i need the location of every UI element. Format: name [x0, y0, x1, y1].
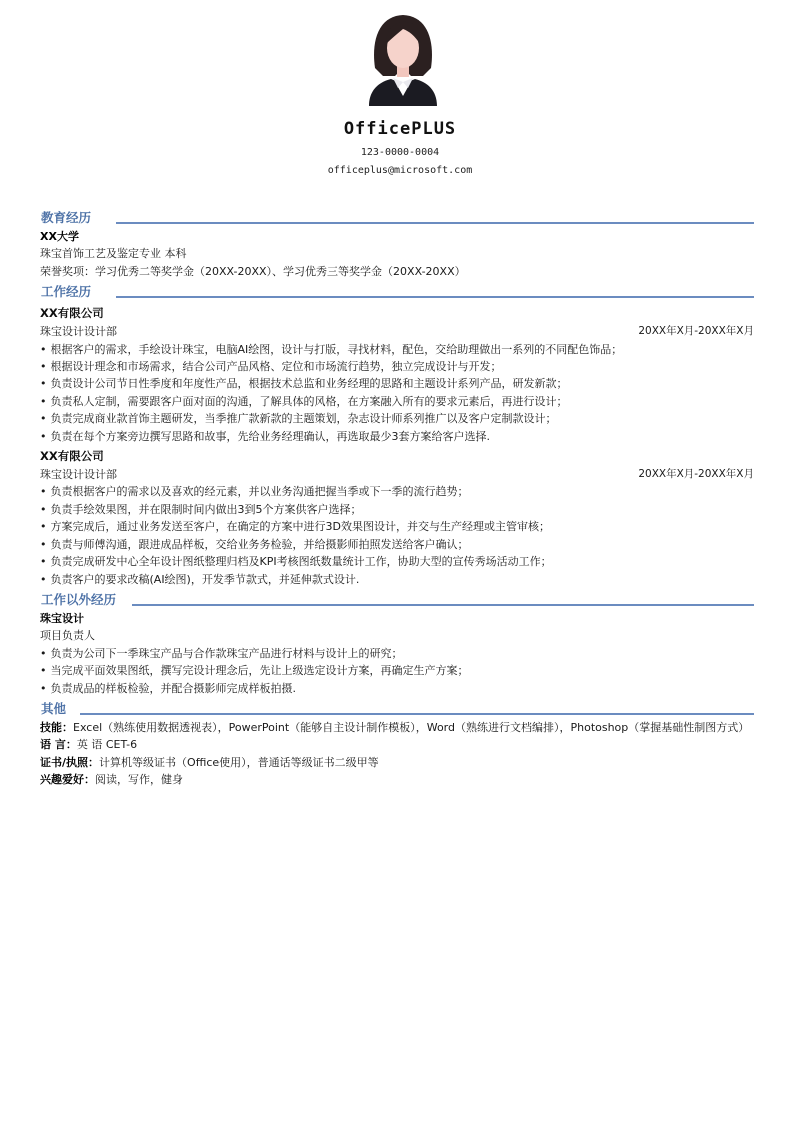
education-section-header	[40, 206, 754, 228]
job-position: 珠宝设计设计部	[40, 468, 117, 482]
section-divider	[116, 296, 754, 298]
language-value: 英 语 CET-6	[76, 738, 138, 752]
duty-item: • 负责手绘效果图，并在限制时间内做出3到5个方案供客户选择；	[40, 501, 754, 518]
duty-item: • 根据客户的需求，手绘设计珠宝，电脑AI绘图，设计与打版，寻找材料，配色，交给助理做出一系列的不同配色饰品；	[40, 341, 754, 358]
project-name: 珠宝设计	[40, 611, 84, 625]
skills-value: Excel（熟练使用数据透视表），PowerPoint（能够自主设计制作模板），Word（熟练进行文档编排），Photoshop（掌握基础性制图方式）	[73, 720, 750, 734]
hobby-line	[40, 771, 754, 788]
phone-number: 123-0000-0004	[360, 147, 440, 158]
resume-name: OfficePLUS	[343, 119, 457, 139]
language-label: 语 言：	[40, 738, 77, 752]
job-meta	[40, 466, 754, 483]
duty-item: • 负责成品的样板检验，并配合摄影师完成样板拍摄.	[40, 680, 754, 697]
others-section-title: 其他	[41, 700, 67, 716]
resume-body	[40, 206, 754, 789]
project-role: 项目负责人	[40, 629, 95, 643]
certificate-label: 证书/执照：	[40, 755, 100, 769]
section-divider	[116, 222, 754, 224]
job-date: 20XX年X月-20XX年X月	[638, 468, 754, 481]
duty-item: • 负责设计公司节日性季度和年度性产品，根据技术总监和业务经理的思路和主题设计系列产品，研发新款；	[40, 375, 754, 392]
duty-item: • 负责为公司下一季珠宝产品与合作款珠宝产品进行材料与设计上的研究；	[40, 645, 754, 662]
duty-item: • 负责与师傅沟通，跟进成品样板，交给业务务检验，并给摄影师拍照发送给客户确认；	[40, 536, 754, 553]
education-section-title: 教育经历	[41, 210, 92, 225]
other-work-section-header	[40, 588, 754, 610]
others-section-header	[40, 697, 754, 719]
female-avatar-icon	[365, 10, 441, 106]
job-date: 20XX年X月-20XX年X月	[638, 325, 754, 338]
company-name: XX有限公司	[40, 449, 104, 464]
duty-item: • 根据设计理念和市场需求，结合公司产品风格、定位和市场流行趋势，独立完成设计与开发；	[40, 358, 754, 375]
duty-item: • 负责私人定制，需要跟客户面对面的沟通，了解具体的风格，在方案融入所有的要求元素后，再进行设计；	[40, 393, 754, 410]
job-meta	[40, 323, 754, 340]
hobby-value: 阅读，写作，健身	[95, 773, 183, 787]
duty-item: • 负责完成研发中心全年设计图纸整理归档及KPI考核图纸数量统计工作，协助大型的宣传秀场活动工作；	[40, 553, 754, 570]
certificate-line	[40, 754, 754, 771]
other-work-section-title: 工作以外经历	[41, 591, 117, 607]
job-entry	[40, 447, 754, 588]
honors: 荣誉奖项：学习优秀二等奖学金（20XX-20XX）、学习优秀三等奖学金（20XX-20XX）	[40, 264, 466, 278]
duty-item: • 当完成平面效果图纸，撰写完设计理念后，先让上级选定设计方案，再确定生产方案；	[40, 662, 754, 679]
duty-item: • 负责在每个方案旁边撰写思路和故事，先给业务经理确认，再选取最少3套方案给客户选择.	[40, 428, 754, 445]
language-line	[40, 736, 754, 753]
duty-item: • 负责根据客户的需求以及喜欢的经元素，并以业务沟通把握当季或下一季的流行趋势；	[40, 483, 754, 500]
company-name: XX有限公司	[40, 306, 104, 321]
school-name: XX大学	[40, 230, 79, 243]
hobby-label: 兴趣爱好：	[40, 773, 95, 787]
section-divider	[80, 713, 754, 715]
duty-item: • 方案完成后，通过业务发送至客户，在确定的方案中进行3D效果图设计，并交与生产经理或主管审核；	[40, 518, 754, 535]
major-degree: 珠宝首饰工艺及鉴定专业 本科	[40, 247, 187, 261]
work-section-title: 工作经历	[41, 284, 92, 300]
section-divider	[132, 604, 754, 606]
email-address: officeplus@microsoft.com	[327, 165, 473, 176]
skills-label: 技能：	[40, 720, 73, 734]
duty-item: • 负责完成商业款首饰主题研发，当季推广款新款的主题策划，杂志设计师系列推广以及客户定制款设计；	[40, 410, 754, 427]
job-entry	[40, 304, 754, 445]
skills-line	[40, 719, 754, 736]
certificate-value: 计算机等级证书（Office使用），普通话等级证书二级甲等	[99, 755, 379, 769]
work-section-header	[40, 280, 754, 302]
job-position: 珠宝设计设计部	[40, 325, 117, 339]
duty-item: • 负责客户的要求改稿(AI绘图)，开发季节款式，并延伸款式设计.	[40, 571, 754, 588]
